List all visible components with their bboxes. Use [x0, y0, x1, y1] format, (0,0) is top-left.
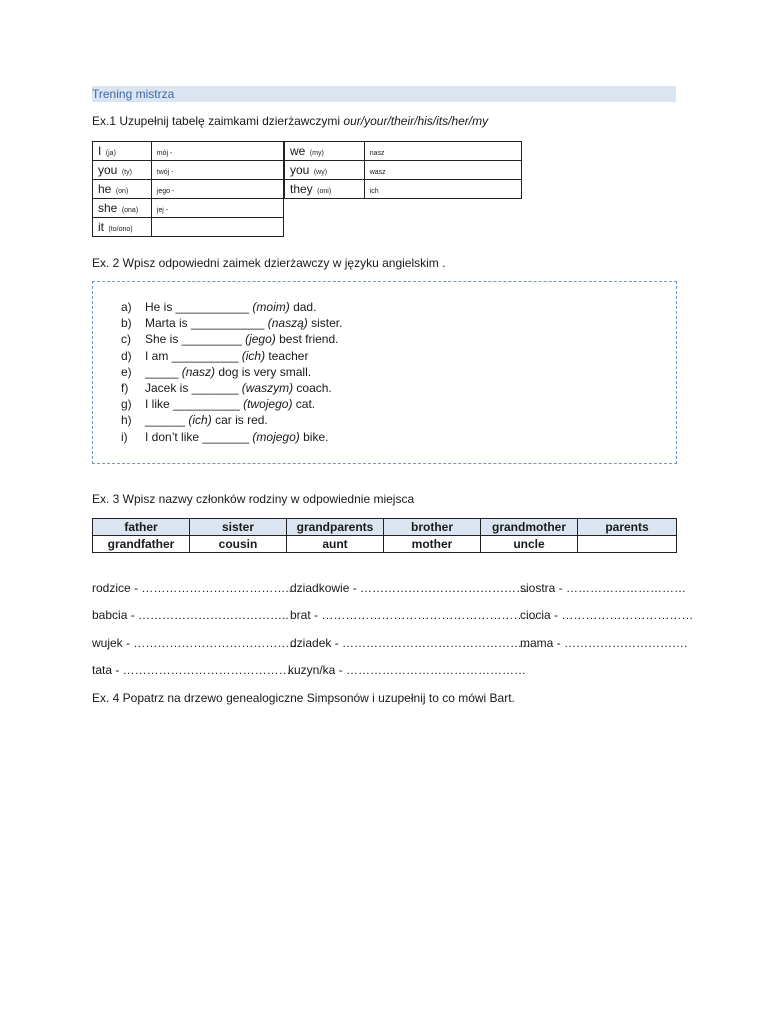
item-hint: (naszą) — [267, 316, 308, 331]
item-text-post: dad. — [289, 300, 317, 314]
answer-cell[interactable] — [151, 180, 283, 199]
fill-in-line[interactable]: ciocia - …………………………… — [520, 608, 694, 622]
ex2-instruction: Ex. 2 Wpisz odpowiedni zaimek dzierżawczy w języku angielskim . — [92, 256, 446, 270]
pronoun: I — [98, 144, 102, 158]
family-word: cousin — [190, 536, 287, 553]
pronoun-cell — [285, 142, 365, 161]
pronoun-translation: (on) — [115, 188, 129, 195]
family-word: sister — [190, 519, 287, 536]
page-title: Trening mistrza — [92, 87, 175, 101]
exercise-item — [121, 299, 342, 315]
pronoun: they — [290, 182, 313, 196]
answer-hint: wasz — [369, 169, 386, 176]
item-text-post: coach. — [293, 380, 332, 395]
item-text-post: dog is very small. — [215, 364, 312, 379]
item-hint: (mojego) — [252, 429, 300, 444]
item-text-post: cat. — [292, 397, 316, 412]
item-text-post: sister. — [307, 316, 343, 331]
item-letter: e) — [121, 364, 132, 379]
answer-hint: jego - — [156, 188, 175, 195]
pronoun-right-row — [285, 161, 522, 180]
family-word — [578, 536, 677, 553]
pronoun-left-row — [93, 199, 284, 218]
pronoun: you — [98, 163, 118, 177]
item-text-pre: Jacek is _______ — [145, 380, 242, 395]
pronoun-right-row — [285, 180, 522, 199]
answer-hint: ich — [369, 188, 379, 195]
family-word: grandfather — [93, 536, 190, 553]
exercise-item — [121, 396, 342, 412]
family-word: father — [93, 519, 190, 536]
family-word: aunt — [287, 536, 384, 553]
item-hint: (ich) — [241, 348, 266, 363]
item-hint: (moim) — [252, 300, 290, 314]
family-word: uncle — [481, 536, 578, 553]
item-hint: (waszym) — [241, 380, 294, 395]
fill-in-line[interactable]: kuzyn/ka - ……………………………………… — [288, 663, 527, 677]
fill-in-line[interactable]: siostra - ………………………… — [520, 581, 687, 595]
exercise-item — [121, 412, 342, 428]
answer-cell[interactable] — [151, 161, 283, 180]
item-hint: (twojego) — [243, 397, 293, 412]
exercise-item — [121, 364, 342, 380]
answer-cell[interactable] — [364, 161, 521, 180]
item-letter: h) — [121, 413, 132, 428]
item-text-pre: I am __________ — [145, 348, 242, 363]
exercise-item — [121, 429, 342, 445]
answer-cell[interactable] — [151, 199, 283, 218]
pronoun-translation: (ja) — [105, 150, 116, 157]
fill-in-line[interactable]: mama - …………………………. — [520, 636, 688, 650]
pronoun-cell — [93, 218, 152, 237]
family-word: mother — [384, 536, 481, 553]
fill-in-line[interactable]: dziadek - ………………………………………… — [290, 636, 535, 650]
pronoun-cell — [93, 161, 152, 180]
pronoun-translation: (my) — [309, 150, 324, 157]
pronoun-table-right — [284, 141, 522, 199]
pronoun: she — [98, 201, 118, 215]
fill-in-line[interactable]: rodzice - ……………………………….. — [92, 581, 293, 595]
item-text-pre: She is _________ — [145, 332, 246, 347]
pronoun-left-row — [93, 142, 284, 161]
pronoun-translation: (ona) — [121, 207, 139, 214]
exercise-item — [121, 315, 342, 331]
item-letter: c) — [121, 332, 131, 347]
pronoun-table-left — [92, 141, 284, 237]
item-text-post: bike. — [299, 429, 329, 444]
exercise-item — [121, 331, 342, 347]
item-letter: b) — [121, 316, 132, 331]
family-words-table — [92, 518, 677, 553]
family-word: parents — [578, 519, 677, 536]
fill-in-line[interactable]: wujek - ………………………………….. — [92, 636, 297, 650]
answer-cell[interactable] — [364, 180, 521, 199]
item-letter: d) — [121, 348, 132, 363]
fill-in-line[interactable]: babcia - ……………………………….. — [92, 608, 289, 622]
pronoun-translation: (ty) — [121, 169, 132, 176]
pronoun-right-row — [285, 142, 522, 161]
item-letter: g) — [121, 397, 132, 412]
pronoun-cell — [93, 142, 152, 161]
exercise-item — [121, 348, 342, 364]
item-text-pre: Marta is ___________ — [145, 316, 268, 331]
ex2-box — [92, 281, 677, 464]
pronoun-left-row — [93, 161, 284, 180]
item-text-post: best friend. — [275, 332, 339, 347]
item-hint: (nasz) — [181, 364, 216, 379]
answer-cell[interactable] — [151, 218, 283, 237]
ex1-instruction: Ex.1 Uzupełnij tabelę zaimkami dzierżawczymi our/your/their/his/its/her/my — [92, 114, 489, 128]
pronoun-left-row — [93, 218, 284, 237]
pronoun: he — [98, 182, 112, 196]
exercise-item — [121, 380, 342, 396]
pronoun-cell — [285, 180, 365, 199]
item-text-pre: _____ — [145, 364, 182, 379]
item-hint: (jego) — [245, 332, 276, 347]
item-letter: a) — [121, 300, 132, 314]
fill-in-line[interactable]: dziadkowie - …………………………………… — [290, 581, 529, 595]
item-letter: f) — [121, 380, 129, 395]
pronoun-translation: (wy) — [313, 169, 328, 176]
item-text-post: car is red. — [211, 413, 268, 428]
pronoun: it — [98, 220, 104, 234]
ex3-instruction: Ex. 3 Wpisz nazwy członków rodziny w odpowiednie miejsca — [92, 492, 415, 506]
family-word: brother — [384, 519, 481, 536]
item-text-pre: ______ — [145, 413, 189, 428]
family-word: grandmother — [481, 519, 578, 536]
pronoun-translation: (to/ono) — [108, 226, 133, 233]
pronoun-translation: (oni) — [317, 188, 332, 195]
title-bar — [92, 86, 676, 102]
answer-hint: twój - — [156, 169, 174, 176]
item-text-pre: I don’t like _______ — [145, 429, 253, 444]
answer-hint: nasz — [369, 150, 385, 157]
pronoun-cell — [93, 180, 152, 199]
fill-in-line[interactable]: tata - …………………………………….. — [92, 663, 298, 677]
item-text-pre: He is ___________ — [145, 300, 253, 314]
family-word: grandparents — [287, 519, 384, 536]
answer-hint: mój - — [156, 150, 173, 157]
answer-cell[interactable] — [151, 142, 283, 161]
item-text-post: teacher — [265, 348, 309, 363]
pronoun: you — [290, 163, 310, 177]
pronoun-left-row — [93, 180, 284, 199]
item-hint: (ich) — [188, 413, 212, 428]
ex4-instruction: Ex. 4 Popatrz na drzewo genealogiczne Simpsonów i uzupełnij to co mówi Bart. — [92, 691, 515, 705]
pronoun-cell — [93, 199, 152, 218]
ex2-list — [121, 299, 342, 445]
answer-cell[interactable] — [364, 142, 521, 161]
item-text-pre: I like __________ — [145, 397, 244, 412]
pronoun: we — [290, 144, 306, 158]
fill-in-line[interactable]: brat - ……………………………………………… — [290, 608, 538, 622]
pronoun-cell — [285, 161, 365, 180]
answer-hint: jej - — [156, 207, 169, 214]
item-letter: i) — [121, 429, 128, 444]
